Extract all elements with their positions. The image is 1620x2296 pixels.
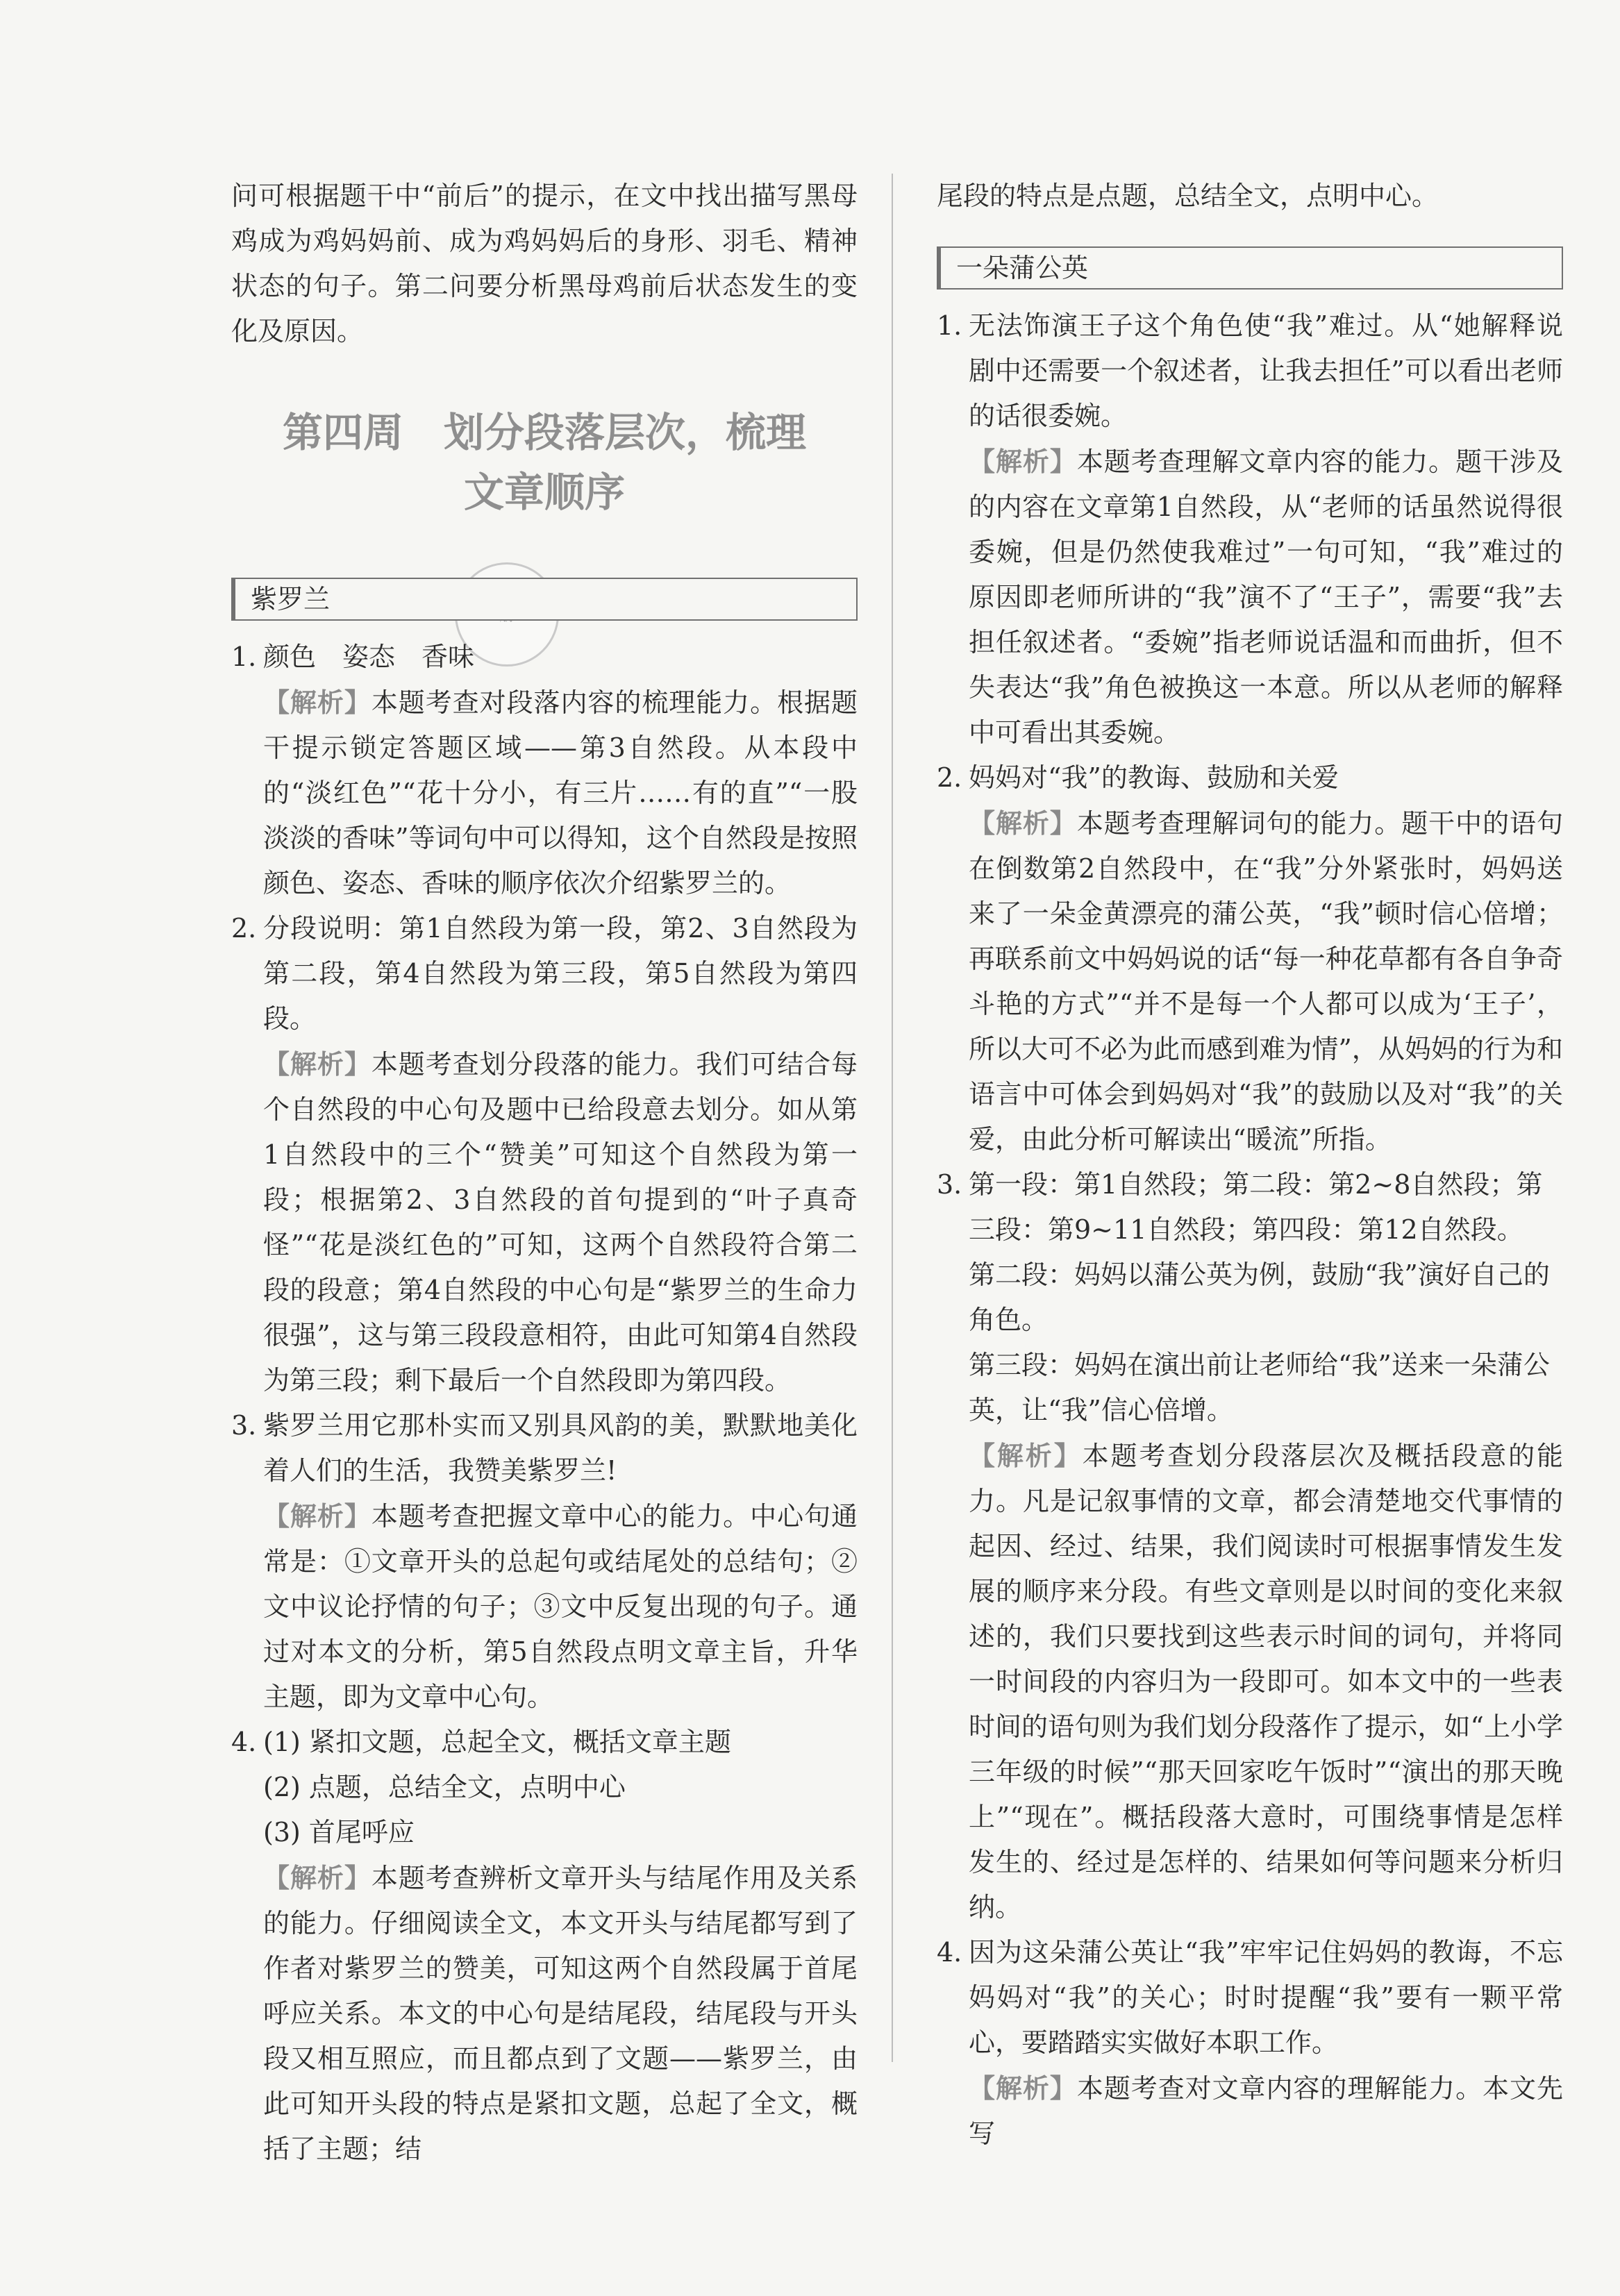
analysis: 【解析】本题考查理解文章内容的能力。题干涉及的内容在文章第1自然段，从“老师的话虽然说得很委婉，但是仍然使我难过”一句可知，“我”难过的原因即老师所讲的“我”演不了“王子”，需要“我”去担任叙述者。“委婉”指老师说话温和而曲折，但不失表达“我”角色被换这一本意。所以从老师的解释中可看出其委婉。 <box>969 446 1563 748</box>
analysis: 【解析】本题考查把握文章中心的能力。中心句通常是：①文章开头的总起句或结尾处的总结句；②文中议论抒情的句子；③文中反复出现的句子。通过对本文的分析，第5自然段点明文章主旨，升华主题，即为文章中心句。 <box>263 1500 858 1712</box>
analysis: 【解析】本题考查对文章内容的理解能力。本文先写 <box>969 2072 1563 2149</box>
item-number: 3. <box>231 1410 257 1441</box>
answer: 妈妈对“我”的教诲、鼓励和关爱 <box>969 762 1339 793</box>
analysis: 【解析】本题考查理解词句的能力。题干中的语句在倒数第2自然段中，在“我”分外紧张时，妈妈送来了一朵金黄漂亮的蒲公英，“我”顿时信心倍增；再联系前文中妈妈说的话“每一种花草都有各自争奇斗艳的方式”“并不是每一个人都可以成为‘王子’，所以大可不必为此而感到难为情”，从妈妈的行为和语言中可体会到妈妈对“我”的鼓励以及对“我”的关爱，由此分析可解读出“暖流”所指。 <box>969 807 1563 1155</box>
answer: 颜色 姿态 香味 <box>263 642 475 672</box>
right-item-2 <box>937 755 1563 1162</box>
answer-line: 第一段：第1自然段；第二段：第2~8自然段；第三段：第9~11自然段；第四段：第12自然段。 <box>969 1169 1543 1245</box>
right-intro: 尾段的特点是点题，总结全文，点明中心。 <box>937 181 1439 211</box>
left-item-2 <box>231 906 858 1403</box>
analysis: 【解析】本题考查辨析文章开头与结尾作用及关系的能力。仔细阅读全文，本文开头与结尾都写到了作者对紫罗兰的赞美，可知这两个自然段属于首尾呼应关系。本文的中心句是结尾段，结尾段与开头段又相互照应，而且都点到了文题——紫罗兰，由此可知开头段的特点是紧扣文题，总起了全文，概括了主题；结 <box>263 1862 858 2164</box>
answer: 分段说明：第1自然段为第一段，第2、3自然段为第二段，第4自然段为第三段，第5自然段为第四段。 <box>263 913 858 1034</box>
item-number: 4. <box>231 1727 257 1757</box>
week-title-line2: 文章顺序 <box>463 469 625 516</box>
analysis: 【解析】本题考查划分段落的能力。我们可结合每个自然段的中心句及题中已给段意去划分。如从第1自然段中的三个“赞美”可知这个自然段为第一段；根据第2、3自然段的首句提到的“叶子真奇怪”“花是淡红色的”可知，这两个自然段符合第二段的段意；第4自然段的中心句是“紫罗兰的生命力很强”，这与第三段段意相符，由此可知第4自然段为第三段；剩下最后一个自然段即为第四段。 <box>263 1048 858 1396</box>
left-item-1 <box>231 635 858 906</box>
item-number: 2. <box>231 913 257 944</box>
answer-line: (3) 首尾呼应 <box>263 1817 415 1847</box>
right-item-3 <box>937 1162 1563 1930</box>
right-item-4 <box>937 1930 1563 2156</box>
analysis: 【解析】本题考查划分段落层次及概括段意的能力。凡是记叙事情的文章，都会清楚地交代事情的起因、经过、结果，我们阅读时可根据事情发生发展的顺序来分段。有些文章则是以时间的变化来叙述的，我们只要找到这些表示时间的词句，并将同一时间段的内容归为一段即可。如本文中的一些表时间的语句则为我们划分段落作了提示，如“上小学三年级的时候”“那天回家吃午饭时”“演出的那天晚上”“现在”。概括段落大意时，可围绕事情是怎样发生的、经过是怎样的、结果如何等问题来分析归纳。 <box>969 1440 1563 1922</box>
answer: 紫罗兰用它那朴实而又别具风韵的美，默默地美化着人们的生活，我赞美紫罗兰! <box>263 1410 858 1486</box>
item-number: 4. <box>937 1937 962 1968</box>
answer-line: 第二段：妈妈以蒲公英为例，鼓励“我”演好自己的角色。 <box>969 1259 1550 1335</box>
section-title-ziluolan: 紫罗兰 <box>231 578 858 621</box>
item-number: 3. <box>937 1169 962 1200</box>
answer-line: 第三段：妈妈在演出前让老师给“我”送来一朵蒲公英，让“我”信心倍增。 <box>969 1350 1550 1425</box>
left-column <box>231 174 858 2172</box>
right-item-1 <box>937 303 1563 755</box>
left-item-3 <box>231 1403 858 1720</box>
left-intro: 问可根据题干中“前后”的提示，在文中找出描写黑母鸡成为鸡妈妈前、成为鸡妈妈后的身形、羽毛、精神状态的句子。第二问要分析黑母鸡前后状态发生的变化及原因。 <box>231 181 858 346</box>
item-number: 1. <box>231 642 257 672</box>
left-item-4 <box>231 1720 858 2172</box>
item-number: 1. <box>937 310 962 341</box>
column-divider <box>892 174 893 2062</box>
analysis: 【解析】本题考查对段落内容的梳理能力。根据题干提示锁定答题区域——第3自然段。从本段中的“淡红色”“花十分小，有三片……有的直”“一股淡淡的香味”等词句中可以得知，这个自然段是按照颜色、姿态、香味的顺序依次介绍紫罗兰的。 <box>263 687 858 898</box>
item-number: 2. <box>937 762 962 793</box>
answer-line: (2) 点题，总结全文，点明中心 <box>263 1772 626 1802</box>
answer: 无法饰演王子这个角色使“我”难过。从“她解释说剧中还需要一个叙述者，让我去担任”可以看出老师的话很委婉。 <box>969 310 1563 431</box>
section-title-pugongying: 一朵蒲公英 <box>937 246 1563 290</box>
answer-line: (1) 紧扣文题，总起全文，概括文章主题 <box>263 1727 731 1757</box>
right-column <box>937 174 1563 2156</box>
answer: 因为这朵蒲公英让“我”牢牢记住妈妈的教诲，不忘妈妈对“我”的关心；时时提醒“我”要有一颗平常心，要踏踏实实做好本职工作。 <box>969 1937 1563 2058</box>
week-title-line1: 第四周 划分段落层次，梳理 <box>282 409 806 456</box>
week-title <box>231 403 858 522</box>
